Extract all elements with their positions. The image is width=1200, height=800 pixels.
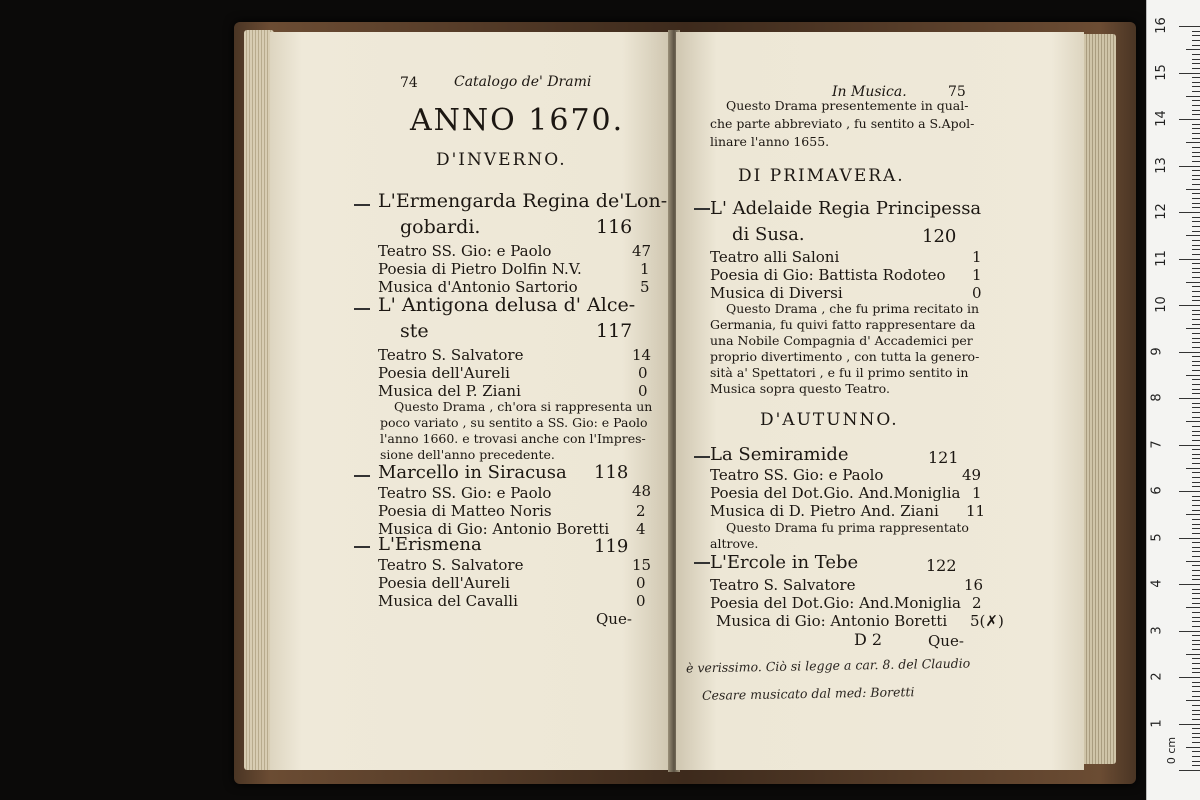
- ruler-tick: [1192, 152, 1200, 153]
- ruler-tick: [1192, 147, 1200, 148]
- ruler-number: 15: [1153, 63, 1169, 81]
- ruler-tick: [1192, 412, 1200, 413]
- ruler-tick: [1192, 463, 1200, 464]
- dash-mark: [694, 208, 710, 210]
- ruler-tick: [1186, 700, 1200, 701]
- line-text: Musica di Diversi: [710, 284, 843, 302]
- ruler-tick: [1192, 361, 1200, 362]
- entry-title: L'Ermengarda Regina de'Lon-: [378, 190, 668, 212]
- ruler-tick: [1186, 282, 1200, 283]
- season-heading: DI PRIMAVERA.: [738, 166, 905, 186]
- ruler-tick: [1192, 440, 1200, 441]
- ruler-tick: [1179, 538, 1200, 539]
- line-num: 16: [964, 576, 984, 594]
- ruler-tick: [1192, 621, 1200, 622]
- entry-title: L' Adelaide Regia Principessa: [710, 198, 982, 219]
- ruler-number: 7: [1149, 439, 1165, 449]
- intro-line: che parte abbreviato , fu sentito a S.Apol-: [710, 116, 975, 131]
- ruler-tick: [1179, 259, 1200, 260]
- ruler-tick: [1192, 100, 1200, 101]
- ruler-tick: [1192, 728, 1200, 729]
- ruler-tick: [1192, 86, 1200, 87]
- ruler-tick: [1179, 352, 1200, 353]
- ruler-tick: [1186, 328, 1200, 329]
- ruler-tick: [1186, 747, 1200, 748]
- ruler-tick: [1192, 356, 1200, 357]
- ruler-tick: [1192, 221, 1200, 222]
- ruler-tick: [1192, 54, 1200, 55]
- ruler-tick: [1186, 514, 1200, 515]
- ruler-number: 3: [1149, 625, 1165, 635]
- line-num: 5: [640, 278, 650, 296]
- dash-mark: [354, 546, 370, 548]
- ruler-tick: [1192, 156, 1200, 157]
- ruler-tick: [1192, 579, 1200, 580]
- ruler-number: 14: [1153, 110, 1169, 127]
- ruler-tick: [1192, 286, 1200, 287]
- note-line: sione dell'anno precedente.: [380, 447, 555, 462]
- note-line: Musica sopra questo Teatro.: [710, 381, 890, 396]
- line-num: 4: [636, 520, 646, 538]
- ruler-tick: [1192, 128, 1200, 129]
- measuring-ruler: [1146, 0, 1200, 800]
- dash-mark: [694, 456, 710, 458]
- handwritten-annotation: è verissimo. Ciò si legge a car. 8. del Claudio: [685, 655, 971, 676]
- ruler-tick: [1192, 217, 1200, 218]
- line-num: 14: [632, 346, 652, 364]
- line-num: 1: [972, 248, 982, 266]
- ruler-tick: [1192, 365, 1200, 366]
- line-text: Poesia dell'Aureli: [378, 574, 510, 592]
- line-num: 1: [972, 484, 982, 502]
- ruler-tick: [1192, 193, 1200, 194]
- ruler-tick: [1192, 338, 1200, 339]
- ruler-number: 5: [1149, 532, 1165, 542]
- ruler-tick: [1192, 547, 1200, 548]
- entry-number: 120: [922, 226, 957, 247]
- ruler-tick: [1186, 421, 1200, 422]
- ruler-tick: [1192, 472, 1200, 473]
- ruler-tick: [1179, 491, 1200, 492]
- ruler-tick: [1192, 207, 1200, 208]
- right-page: [676, 32, 1084, 770]
- ruler-tick: [1179, 677, 1200, 678]
- ruler-tick: [1192, 407, 1200, 408]
- season-heading: D'INVERNO.: [436, 150, 567, 170]
- line-text: Poesia di Matteo Noris: [378, 502, 552, 520]
- ruler-tick: [1192, 477, 1200, 478]
- ruler-tick: [1192, 319, 1200, 320]
- year-heading: ANNO 1670.: [410, 103, 625, 138]
- line-num: 11: [966, 502, 986, 520]
- ruler-tick: [1192, 458, 1200, 459]
- line-text: Teatro SS. Gio: e Paolo: [710, 466, 884, 484]
- line-num: 15: [632, 556, 652, 574]
- ruler-tick: [1192, 649, 1200, 650]
- ruler-tick: [1186, 654, 1200, 655]
- note-line: l'anno 1660. e trovasi anche con l'Impres-: [380, 431, 646, 446]
- ruler-tick: [1192, 761, 1200, 762]
- season-heading: D'AUTUNNO.: [760, 410, 899, 430]
- line-num: 0: [636, 592, 646, 610]
- ruler-tick: [1186, 189, 1200, 190]
- dash-mark: [354, 204, 370, 206]
- ruler-tick: [1179, 445, 1200, 446]
- ruler-tick: [1186, 96, 1200, 97]
- note-line: sità a' Spettatori , e fu il primo sentito in: [710, 365, 969, 380]
- line-num: 0: [638, 364, 648, 382]
- ruler-tick: [1192, 454, 1200, 455]
- ruler-tick: [1192, 640, 1200, 641]
- line-num: 49: [962, 466, 982, 484]
- ruler-tick: [1192, 35, 1200, 36]
- note-line: Germania, fu quivi fatto rappresentare da: [710, 317, 976, 332]
- ruler-tick: [1192, 110, 1200, 111]
- ruler-tick: [1192, 593, 1200, 594]
- ruler-tick: [1192, 291, 1200, 292]
- ruler-number: 1: [1149, 718, 1165, 728]
- entry-title-cont: ste: [400, 320, 429, 342]
- ruler-tick: [1192, 272, 1200, 273]
- ruler-tick: [1192, 138, 1200, 139]
- ruler-tick: [1192, 589, 1200, 590]
- ruler-tick: [1192, 751, 1200, 752]
- ruler-tick: [1192, 519, 1200, 520]
- ruler-tick: [1186, 468, 1200, 469]
- ruler-tick: [1192, 696, 1200, 697]
- line-num: 47: [632, 242, 652, 260]
- ruler-tick: [1179, 212, 1200, 213]
- ruler-tick: [1186, 142, 1200, 143]
- ruler-tick: [1192, 245, 1200, 246]
- ruler-tick: [1192, 635, 1200, 636]
- ruler-tick: [1192, 756, 1200, 757]
- ruler-tick: [1192, 710, 1200, 711]
- line-text: Musica d'Antonio Sartorio: [378, 278, 578, 296]
- entry-title: L'Erismena: [378, 534, 482, 555]
- ruler-tick: [1192, 686, 1200, 687]
- ruler-tick: [1192, 179, 1200, 180]
- ruler-tick: [1179, 119, 1200, 120]
- ruler-tick: [1192, 161, 1200, 162]
- line-text: Poesia di Pietro Dolfin N.V.: [378, 260, 582, 278]
- ruler-tick: [1192, 105, 1200, 106]
- ruler-tick: [1192, 505, 1200, 506]
- ruler-tick: [1192, 45, 1200, 46]
- ruler-tick: [1192, 31, 1200, 32]
- running-head: In Musica.: [832, 84, 907, 100]
- ruler-tick: [1192, 733, 1200, 734]
- line-text: Teatro S. Salvatore: [378, 556, 524, 574]
- ruler-tick: [1192, 598, 1200, 599]
- ruler-tick: [1179, 73, 1200, 74]
- line-num: 1: [640, 260, 650, 278]
- catchword: Que-: [928, 632, 964, 650]
- ruler-tick: [1192, 431, 1200, 432]
- ruler-tick: [1192, 486, 1200, 487]
- ruler-tick: [1192, 663, 1200, 664]
- entry-title: L'Ercole in Tebe: [710, 552, 859, 573]
- ruler-tick: [1192, 277, 1200, 278]
- intro-line: Questo Drama presentemente in qual-: [726, 98, 969, 113]
- ruler-tick: [1192, 393, 1200, 394]
- ruler-tick: [1192, 612, 1200, 613]
- ruler-tick: [1192, 719, 1200, 720]
- ruler-tick: [1192, 691, 1200, 692]
- ruler-tick: [1192, 714, 1200, 715]
- ruler-tick: [1192, 91, 1200, 92]
- ruler-tick: [1192, 82, 1200, 83]
- ruler-tick: [1192, 556, 1200, 557]
- line-text: Musica di Gio: Antonio Boretti: [378, 520, 610, 538]
- ruler-tick: [1192, 254, 1200, 255]
- line-text: Poesia del Dot.Gio. And.Moniglia: [710, 484, 961, 502]
- entry-title: Marcello in Siracusa: [378, 462, 567, 483]
- ruler-tick: [1186, 375, 1200, 376]
- ruler-tick: [1192, 524, 1200, 525]
- ruler-tick: [1192, 575, 1200, 576]
- note-line: una Nobile Compagnia d' Accademici per: [710, 333, 973, 348]
- ruler-tick: [1192, 63, 1200, 64]
- ruler-tick: [1192, 384, 1200, 385]
- ruler-tick: [1192, 449, 1200, 450]
- line-text: Poesia di Gio: Battista Rodoteo: [710, 266, 946, 284]
- ruler-tick: [1192, 644, 1200, 645]
- ruler-number: 2: [1149, 672, 1165, 681]
- ruler-number: 11: [1153, 249, 1169, 267]
- ruler-tick: [1192, 240, 1200, 241]
- intro-line: linare l'anno 1655.: [710, 134, 830, 149]
- ruler-number: 6: [1149, 486, 1165, 495]
- dash-mark: [354, 475, 370, 477]
- ruler-tick: [1192, 533, 1200, 534]
- line-text: Musica del Cavalli: [378, 592, 518, 610]
- ruler-tick: [1192, 528, 1200, 529]
- ruler-tick: [1192, 310, 1200, 311]
- ruler-tick: [1192, 133, 1200, 134]
- ruler-tick: [1192, 114, 1200, 115]
- ruler-tick: [1192, 435, 1200, 436]
- ruler-tick: [1179, 724, 1200, 725]
- line-text: Teatro SS. Gio: e Paolo: [378, 242, 552, 260]
- ruler-tick: [1192, 403, 1200, 404]
- ruler-tick: [1192, 59, 1200, 60]
- line-text: Poesia dell'Aureli: [378, 364, 510, 382]
- ruler-tick: [1192, 426, 1200, 427]
- line-num: 0: [636, 574, 646, 592]
- ruler-number: 10: [1153, 296, 1169, 313]
- ruler-tick: [1192, 658, 1200, 659]
- ruler-tick: [1192, 231, 1200, 232]
- ruler-tick: [1192, 496, 1200, 497]
- line-text: Teatro S. Salvatore: [378, 346, 524, 364]
- ruler-tick: [1192, 570, 1200, 571]
- ruler-tick: [1192, 226, 1200, 227]
- ruler-tick: [1192, 617, 1200, 618]
- ruler-tick: [1192, 551, 1200, 552]
- ruler-tick: [1192, 184, 1200, 185]
- ruler-tick: [1192, 379, 1200, 380]
- ruler-unit-label: 0 cm: [1165, 736, 1179, 765]
- ruler-tick: [1192, 77, 1200, 78]
- ruler-tick: [1192, 342, 1200, 343]
- catchword: Que-: [596, 610, 632, 628]
- entry-title: La Semiramide: [710, 444, 849, 465]
- signature-mark: D 2: [854, 630, 883, 649]
- ruler-number: 13: [1153, 156, 1169, 174]
- ruler-tick: [1179, 398, 1200, 399]
- entry-title: L' Antigona delusa d' Alce-: [378, 294, 636, 316]
- ruler-tick: [1192, 565, 1200, 566]
- ruler-tick: [1192, 389, 1200, 390]
- ruler-tick: [1192, 314, 1200, 315]
- ruler-number: 8: [1149, 393, 1165, 402]
- ruler-tick: [1192, 268, 1200, 269]
- ruler-tick: [1192, 742, 1200, 743]
- ruler-tick: [1179, 584, 1200, 585]
- ruler-tick: [1192, 682, 1200, 683]
- ruler-tick: [1192, 40, 1200, 41]
- page-number: 75: [948, 84, 966, 100]
- ruler-tick: [1192, 370, 1200, 371]
- ruler-tick: [1179, 166, 1200, 167]
- note-line: altrove.: [710, 536, 759, 551]
- ruler-tick: [1192, 737, 1200, 738]
- ruler-tick: [1186, 235, 1200, 236]
- handwritten-annotation: Cesare musicato dal med: Boretti: [701, 684, 915, 703]
- ruler-tick: [1192, 124, 1200, 125]
- ruler-tick: [1192, 333, 1200, 334]
- dash-mark: [354, 308, 370, 310]
- ruler-tick: [1192, 68, 1200, 69]
- ruler-tick: [1186, 49, 1200, 50]
- line-num: 0: [972, 284, 982, 302]
- line-text: Teatro SS. Gio: e Paolo: [378, 484, 552, 502]
- ruler-number: 9: [1149, 346, 1165, 356]
- ruler-tick: [1192, 347, 1200, 348]
- entry-number: 119: [594, 536, 629, 557]
- entry-title-cont: gobardi.: [400, 216, 481, 238]
- entry-number: 122: [926, 556, 957, 575]
- entry-number: 121: [928, 448, 959, 467]
- ruler-tick: [1192, 668, 1200, 669]
- ruler-tick: [1192, 603, 1200, 604]
- line-num: 1: [972, 266, 982, 284]
- note-line: poco variato , su sentito a SS. Gio: e Paolo: [380, 415, 648, 430]
- ruler-tick: [1192, 249, 1200, 250]
- line-num: 2: [636, 502, 646, 520]
- ruler-tick: [1179, 770, 1200, 771]
- line-text: Musica di Gio: Antonio Boretti: [716, 612, 948, 630]
- ruler-number: 4: [1149, 579, 1165, 588]
- line-num: 48: [632, 482, 652, 500]
- line-text: Musica di D. Pietro And. Ziani: [710, 502, 939, 520]
- ruler-tick: [1192, 417, 1200, 418]
- note-line: proprio divertimento , con tutta la genero-: [710, 349, 980, 364]
- ruler-number: 12: [1153, 203, 1169, 220]
- line-num: 0: [638, 382, 648, 400]
- ruler-tick: [1192, 300, 1200, 301]
- ruler-tick: [1192, 175, 1200, 176]
- entry-number: 118: [594, 462, 629, 483]
- ruler-number: 16: [1153, 17, 1169, 34]
- note-line: Questo Drama fu prima rappresentato: [726, 520, 969, 535]
- dash-mark: [694, 562, 710, 564]
- line-text: Teatro S. Salvatore: [710, 576, 856, 594]
- ruler-tick: [1192, 510, 1200, 511]
- ruler-tick: [1179, 305, 1200, 306]
- note-line: Questo Drama , che fu prima recitato in: [726, 301, 980, 316]
- ruler-tick: [1192, 482, 1200, 483]
- ruler-tick: [1192, 672, 1200, 673]
- running-head: Catalogo de' Drami: [454, 74, 592, 90]
- ruler-tick: [1192, 626, 1200, 627]
- ruler-tick: [1192, 263, 1200, 264]
- ruler-tick: [1192, 198, 1200, 199]
- line-num: 2: [972, 594, 982, 612]
- ruler-tick: [1186, 607, 1200, 608]
- entry-number: 117: [596, 320, 633, 342]
- line-text: Poesia del Dot.Gio: And.Moniglia: [710, 594, 961, 612]
- note-line: Questo Drama , ch'ora si rappresenta un: [394, 399, 653, 414]
- entry-number: 116: [596, 216, 633, 238]
- ruler-tick: [1192, 542, 1200, 543]
- ruler-tick: [1179, 26, 1200, 27]
- ruler-tick: [1192, 765, 1200, 766]
- page-number: 74: [400, 75, 418, 91]
- entry-title-cont: di Susa.: [732, 224, 805, 245]
- ruler-tick: [1192, 500, 1200, 501]
- line-num: 5(✗): [970, 612, 1004, 630]
- ruler-tick: [1192, 170, 1200, 171]
- line-text: Musica del P. Ziani: [378, 382, 521, 400]
- line-text: Teatro alli Saloni: [710, 248, 840, 266]
- ruler-tick: [1186, 561, 1200, 562]
- ruler-tick: [1192, 324, 1200, 325]
- ruler-tick: [1179, 631, 1200, 632]
- ruler-tick: [1192, 203, 1200, 204]
- ruler-tick: [1192, 705, 1200, 706]
- ruler-tick: [1192, 296, 1200, 297]
- left-page: [270, 32, 670, 770]
